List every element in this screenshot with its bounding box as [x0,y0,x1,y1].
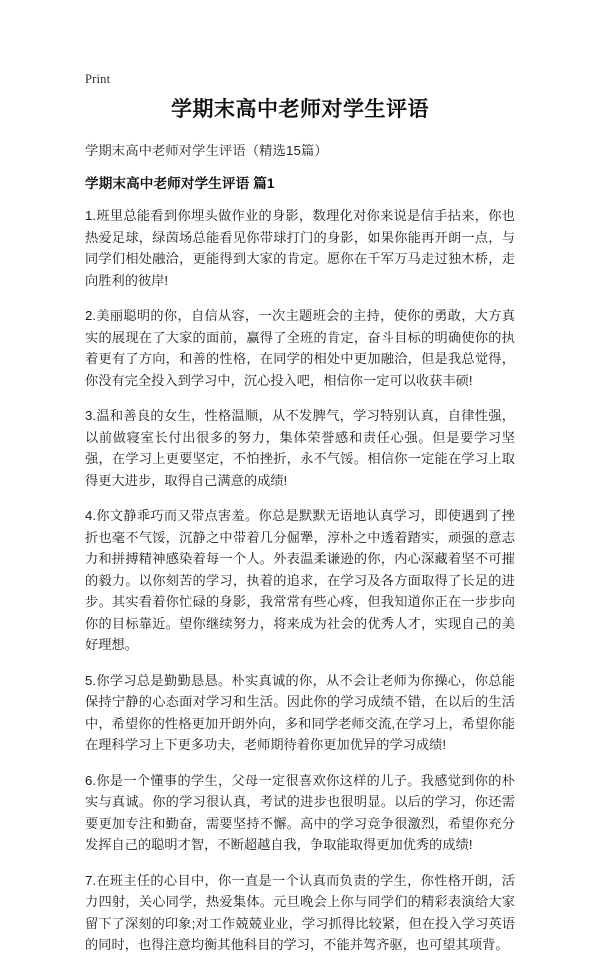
print-button[interactable]: Print [85,72,111,86]
article-body [85,205,515,956]
article-subtitle: 学期末高中老师对学生评语（精选15篇） [85,143,328,158]
paragraph: 6.你是一个懂事的学生，父母一定很喜欢你这样的儿子。我感觉到你的朴实与真诚。你的学习很认真，考试的进步也很明显。以后的学习，你还需要更加专注和勤奋，需要坚持不懈。高中的学习竞争很激烈，希望你充分发挥自己的聪明才智，不断超越自我，争取能取得更加优秀的成绩! [85,772,515,852]
article-section-heading: 学期末高中老师对学生评语 篇1 [85,176,275,191]
paragraph: 7.在班主任的心目中，你一直是一个认真而负责的学生，你性格开朗，活力四射，关心同学，热爱集体。元旦晚会上你与同学们的精彩表演给大家留下了深刻的印象;对工作兢兢业业，学习抓得比较紧，但在投入学习英语的同时，也得注意均衡其他科目的学习，不能并驾齐驱，也可望其项背。 [85,872,515,952]
paragraph: 3.温和善良的女生，性格温顺，从不发脾气，学习特别认真，自律性强，以前做寝室长付出很多的努力，集体荣誉感和责任心强。但是要学习坚强，在学习上更要坚定，不怕挫折，永不气馁。相信你一定能在学习上取得更大进步，取得自己满意的成绩! [85,408,515,488]
paragraph: 1.班里总能看到你埋头做作业的身影，数理化对你来说是信手拈来，你也热爱足球，绿茵场总能看见你带球打门的身影，如果你能再开朗一点，与同学们相处融洽，更能得到大家的肯定。愿你在千军万马走过独木桥，走向胜利的彼岸! [85,208,515,288]
article-container [85,95,515,956]
paragraph: 4.你文静乖巧而又带点害羞。你总是默默无语地认真学习，即使遇到了挫折也毫不气馁，沉静之中带着几分倔犟，淳朴之中透着踏实，顽强的意志力和拼搏精神感染着每一个人。外表温柔谦逊的你，内心深藏着坚不可摧的毅力。以你刻苦的学习，执着的追求，在学习及各方面取得了长足的进步。其实看着你忙碌的身影，我常常有些心疼，但我知道你正在一步步向你的目标靠近。望你继续努力，将来成为社会的优秀人才，实现自己的美好理想。 [85,508,515,652]
page-title: 学期末高中老师对学生评语 [171,98,429,121]
paragraph: 5.你学习总是勤勤恳恳。朴实真诚的你，从不会让老师为你操心，你总能保持宁静的心态面对学习和生活。因此你的学习成绩不错，在以后的生活中，希望你的性格更加开朗外向，多和同学老师交流,在学习上，希望你能在理科学习上下更多功夫，老师期待着你更加优异的学习成绩! [85,672,515,752]
paragraph: 2.美丽聪明的你，自信从容，一次主题班会的主持，使你的勇敢，大方真实的展现在了大家的面前，赢得了全班的肯定，奋斗目标的明确使你的执着更有了方向，和善的性格，在同学的相处中更加融洽，但是我总觉得，你没有完全投入到学习中，沉心投入吧，相信你一定可以收获丰硕! [85,308,515,388]
print-bar [85,70,110,86]
